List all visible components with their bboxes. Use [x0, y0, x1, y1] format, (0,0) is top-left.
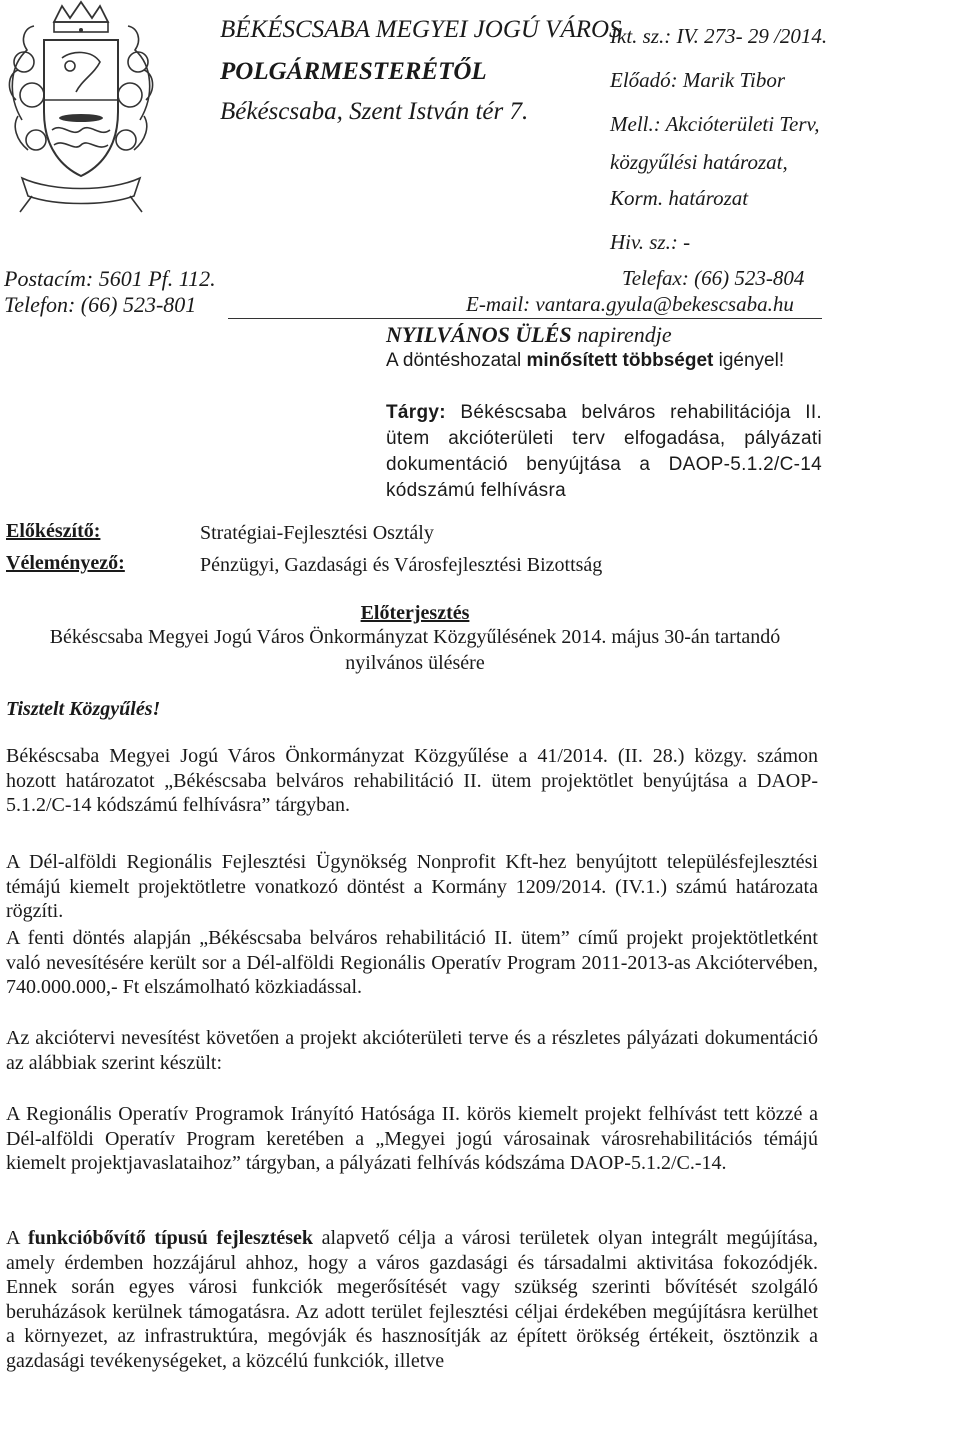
subject-text: Békéscsaba belváros rehabilitációja II. ütem akcióterületi terv elfogadása, pályázati dokumentáció benyújtása a DAOP-5.1.2/C-14 kódszámú felhívásra — [386, 402, 822, 501]
paragraph-2a: A Dél-alföldi Regionális Fejlesztési Ügynökség Nonprofit Kft-hez benyújtott településfejlesztési témájú kiemelt projektötletre vonatkozó döntést a Kormány 1209/2014. (IV.1.) számú határozata rögzíti. — [6, 851, 818, 922]
fax-number: Telefax: (66) 523-804 — [622, 266, 805, 290]
subject-label: Tárgy: — [386, 402, 446, 423]
office-address: Békéscsaba, Szent István tér 7. — [220, 98, 529, 125]
majority-note-pre: A döntéshozatal — [386, 350, 527, 371]
majority-note-post: igényel! — [713, 350, 785, 371]
paragraph-5-bold: funkcióbővítő típusú fejlesztések — [27, 1227, 314, 1249]
paragraph-1: Békéscsaba Megyei Jogú Város Önkormányzat Közgyűlése a 41/2014. (II. 28.) közgy. számon hozott határozatot „Békéscsaba belváros rehabilitáció II. ütem projektötlet benyújtása a DAOP-5.1.2/C-14 kódszámú felhívásra” tárgyban. — [6, 745, 818, 816]
session-title — [386, 322, 672, 348]
proposal-line-1: Békéscsaba Megyei Jogú Város Önkormányzat Közgyűlésének 2014. május 30-án tartandó — [49, 626, 781, 648]
postal-address: Postacím: 5601 Pf. 112. — [4, 266, 216, 291]
attachments-line-2: közgyűlési határozat, — [610, 150, 788, 174]
salutation: Tisztelt Közgyűlés! — [6, 698, 161, 720]
majority-note-bold: minősített többséget — [526, 350, 714, 371]
phone-number: Telefon: (66) 523-801 — [4, 292, 197, 317]
majority-note — [386, 350, 784, 372]
session-title-suffix: napirendje — [571, 322, 672, 347]
paragraph-5 — [6, 1226, 818, 1373]
paragraph-5-pre: A — [6, 1227, 28, 1249]
presenter: Előadó: Marik Tibor — [610, 68, 786, 92]
attachments-line-1: Mell.: Akcióterületi Terv, — [610, 112, 820, 136]
proposal-line-2: nyilvános ülésére — [345, 652, 485, 674]
reference-number: Hiv. sz.: - — [610, 230, 691, 254]
header-divider — [228, 318, 822, 319]
subject-block — [386, 400, 822, 504]
paragraph-4: A Regionális Operatív Programok Irányító Hatósága II. körös kiemelt projekt felhívást tett közzé a Dél-alföldi Operatív Program keretében a „Megyei jogú városainak városrehabilitációs témájú kiemelt projektjavaslataihoz” tárgyban, a pályázati felhívás kódszáma DAOP-5.1.2/C.-14. — [6, 1103, 818, 1174]
office-name: POLGÁRMESTERÉTŐL — [220, 58, 487, 85]
city-coat-of-arms-icon — [2, 0, 160, 218]
attachments-line-3: Korm. határozat — [610, 186, 749, 210]
paragraph-2b: A fenti döntés alapján „Békéscsaba belváros rehabilitáció II. ütem” című projekt projektötletként való nevesítésére került sor a Dél-alföldi Regionális Operatív Program 2011-2013-as Akciótervében, 740.000.000,- Ft elszámolható közkiadással. — [6, 927, 818, 998]
paragraph-3: Az akciótervi nevesítést követően a projekt akcióterületi terve és a részletes pályázati dokumentáció az alábbiak szerint készült: — [6, 1027, 818, 1074]
reviewer-label: Véleményező: — [6, 552, 125, 574]
registry-number: Ikt. sz.: IV. 273- 29 /2014. — [610, 24, 828, 48]
email-address[interactable]: E-mail: vantara.gyula@bekescsaba.hu — [466, 292, 794, 316]
paragraph-5-post: alapvető célja a városi területek olyan integrált megújítása, amely érdemben hozzájárul ahhoz, hogy a város gazdasági és társadalmi aktivitása fokozódjék. Ennek során egyes városi funkciók megerősítését vagy szükség szerinti bővítését szolgáló beruházások kerülnek támogatásra. Az adott terület fejlesztési céljai érdekében megújításra kerülhet a környezet, az infrastruktúra, megóvják és hasznosítják az épített örökség értékeit, ösztönzik a gazdasági tevékenységeket, a közcélú funkciók, illetve — [6, 1227, 818, 1372]
preparer-label: Előkészítő: — [6, 520, 101, 542]
proposal-title: Előterjesztés — [360, 602, 470, 624]
session-title-main: NYILVÁNOS ÜLÉS — [386, 322, 572, 347]
preparer-value: Stratégiai-Fejlesztési Osztály — [200, 522, 434, 544]
city-name: BÉKÉSCSABA MEGYEI JOGÚ VÁROS — [220, 16, 622, 43]
reviewer-value: Pénzügyi, Gazdasági és Városfejlesztési Bizottság — [200, 554, 603, 576]
